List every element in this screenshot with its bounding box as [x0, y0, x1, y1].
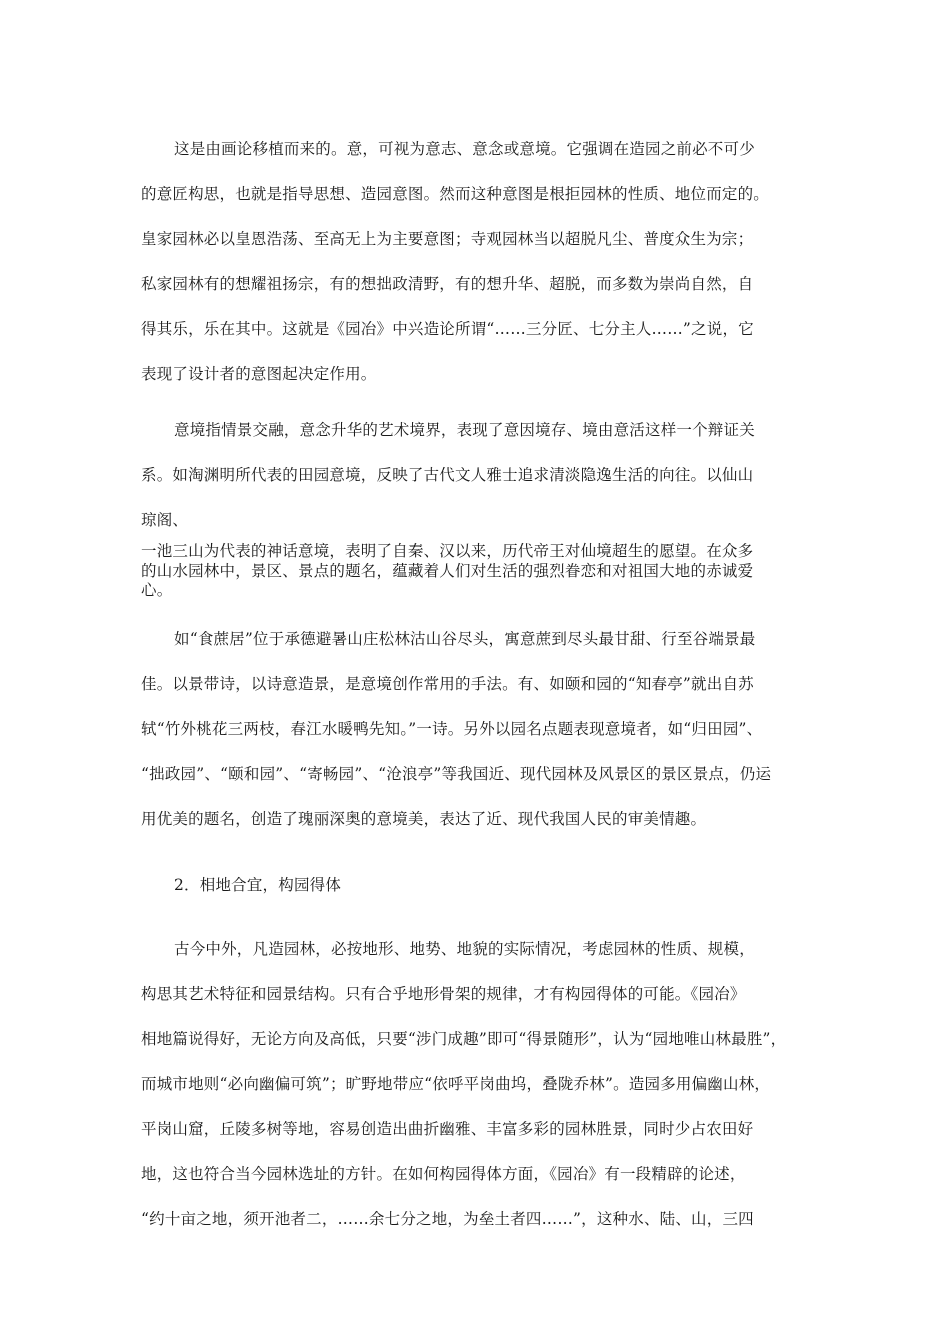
text-line: 琼阁、 — [141, 511, 189, 529]
text-line: 佳。以景带诗，以诗意造景，是意境创作常用的手法。有、如颐和园的“知春亭”就出自苏 — [141, 675, 754, 693]
text-line: 轼“竹外桃花三两枝，春江水暖鸭先知。”一诗。另外以园名点题表现意境者，如“归田园”、 — [141, 720, 763, 738]
text-line: 用优美的题名，创造了瑰丽深奥的意境美，表达了近、现代我国人民的审美情趣。 — [141, 810, 707, 828]
text-line: 一池三山为代表的神话意境，表明了自秦、汉以来，历代帝王对仙境超生的愿望。在众多 — [141, 542, 754, 560]
text-line: 皇家园林必以皇恩浩荡、至高无上为主要意图；寺观园林当以超脱凡尘、普度众生为宗； — [141, 230, 754, 248]
text-line: 这是由画论移植而来的。意，可视为意志、意念或意境。它强调在造园之前必不可少 — [174, 140, 755, 158]
text-line: 的山水园林中，景区、景点的题名，蕴藏着人们对生活的强烈眷恋和对祖国大地的赤诚爱 — [141, 562, 754, 580]
text-line: 系。如淘渊明所代表的田园意境，反映了古代文人雅士追求清淡隐逸生活的向往。以仙山 — [141, 466, 754, 484]
text-line: 构思其艺术特征和园景结构。只有合乎地形骨架的规律，才有构园得体的可能。《园冶》 — [141, 985, 746, 1003]
text-line: 私家园林有的想耀祖扬宗，有的想拙政清野，有的想升华、超脱，而多数为崇尚自然，自 — [141, 275, 754, 293]
text-line: 的意匠构思，也就是指导思想、造园意图。然而这种意图是根拒园林的性质、地位而定的。 — [141, 185, 770, 203]
text-line: “约十亩之地，须开池者二，……余七分之地，为垒土者四……”，这种水、陆、山，三四 — [141, 1210, 754, 1228]
text-line: 表现了设计者的意图起决定作用。 — [141, 365, 377, 383]
text-line: “拙政园”、“颐和园”、“寄畅园”、“沧浪亭”等我国近、现代园林及风景区的景区景点，仍运 — [141, 765, 772, 783]
text-line: 相地篇说得好，无论方向及高低，只要“涉门成趣”即可“得景随形”，认为“园地唯山林最胜”， — [141, 1030, 787, 1048]
text-line: 平岗山窟，丘陵多树等地，容易创造出曲折幽雅、丰富多彩的园林胜景，同时少占农田好 — [141, 1120, 754, 1138]
section-heading: 2．相地合宜，构园得体 — [174, 876, 342, 894]
text-line: 如“食蔗居”位于承德避暑山庄松林沽山谷尽头，寓意蔗到尽头最甘甜、行至谷端景最 — [174, 630, 756, 648]
text-line: 而城市地则“必向幽偏可筑”；旷野地带应“依呼平岗曲坞，叠陇乔林”。造园多用偏幽山林， — [141, 1075, 771, 1093]
text-line: 地，这也符合当今园林选址的方针。在如何构园得体方面，《园冶》有一段精辟的论述， — [141, 1165, 746, 1183]
text-line: 意境指情景交融，意念升华的艺术境界，表现了意因境存、境由意活这样一个辩证关 — [174, 421, 755, 439]
text-line: 古今中外，凡造园林，必按地形、地势、地貌的实际情况，考虑园林的性质、规模， — [174, 940, 755, 958]
text-line: 得其乐，乐在其中。这就是《园冶》中兴造论所谓“……三分匠、七分主人……”之说，它 — [141, 320, 754, 338]
text-line: 心。 — [141, 581, 173, 599]
